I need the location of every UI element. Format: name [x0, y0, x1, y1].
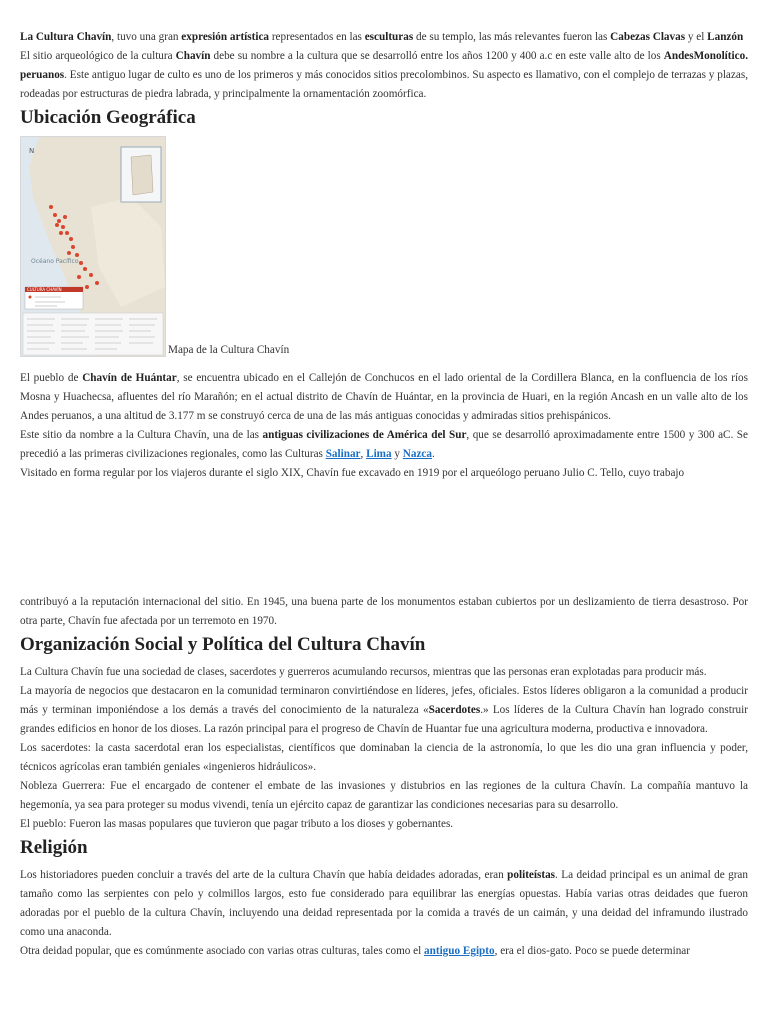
- religion-paragraph-1: Los historiadores pueden concluir a través del arte de la cultura Chavín que había deidades adoradas, eran politeístas. La deidad principal es un animal de gran tamaño como las serpientes con pelo y colmillos largos, esto fue considerado para equilibrar las energías opuestas. Había varias otras deidades que fueron adoradas por el pueblo de la cultura Chavín, incluyendo una deidad representada por la comida a través de un caimán, y una deidad del inframundo ilustrado como una anaconda.: [20, 869, 748, 938]
- organizacion-paragraph-2: La mayoría de negocios que destacaron en la comunidad terminaron convirtiéndose en líderes, jefes, oficiales. Estos líderes obligaron a la comunidad a producir más y terminan imponiéndose a los demás a través del conocimiento de la naturaleza «Sacerdotes.» Los líderes de la Cultura Chavín han logrado construir grandes edificios en honor de los dioses. La razón principal para el progreso de Chavín de Huantar fue una agricultura moderna, productiva e innovadora.: [20, 685, 748, 735]
- heading-organizacion: Organización Social y Política del Cultura Chavín: [20, 634, 426, 655]
- organizacion-paragraph-5: El pueblo: Fueron las masas populares que tuvieron que pagar tributo a los dioses y gobernantes.: [20, 818, 454, 830]
- religion-paragraph-2: Otra deidad popular, que es comúnmente asociado con varias otras culturas, tales como el antiguo Egipto, era el dios-gato. Poco se puede determinar: [20, 945, 690, 957]
- intro-paragraph-2: El sitio arqueológico de la cultura Chavín debe su nombre a la cultura que se desarrolló entre los años 1200 y 400 a.c en este valle alto de los Andes peruanos. Este antiguo lugar de culto es uno de los primeros y más conocidos sitios precolombinos. Su aspecto es llamativo, con el complejo de terrazas y plazas, rodeadas por estructuras de piedra labrada, y principalmente la ornamentación zoomórfica.: [20, 50, 748, 100]
- map-ocean-label: Océano Pacífico: [31, 258, 79, 265]
- organizacion-paragraph-1: La Cultura Chavín fue una sociedad de clases, sacerdotes y guerreros acumulando recursos, mientras que las personas eran explotadas para producir más.: [20, 666, 707, 678]
- link-salinar[interactable]: Salinar: [325, 448, 361, 460]
- link-antiguo-egipto[interactable]: antiguo Egipto: [424, 945, 495, 957]
- organizacion-paragraph-3: Los sacerdotes: la casta sacerdotal eran los especialistas, científicos que dominaban la ciencia de la astronomía, lo que les dio una gran influencia y poder, técnicos agrícolas eran también geniales «ingenieros hidráulicos».: [20, 742, 748, 773]
- svg-text:N: N: [29, 147, 35, 155]
- heading-religion: Religión: [20, 837, 88, 858]
- ubicacion-paragraph-4: contribuyó a la reputación internacional del sitio. En 1945, una buena parte de los monumentos estaban cubiertos por un deslizamiento de tierra desastroso. Por otra parte, Chavín fue afectada por un terremoto en 1970.: [20, 596, 748, 627]
- organizacion-paragraph-4: Nobleza Guerrera: Fue el encargado de contener el embate de las invasiones y distubrios en las regiones de la cultura Chavín. La compañía mantuvo la hegemonía, ya sea para proteger su modus vivendi, tenía un ejército capaz de garantizar las condiciones necesarias para su desarrollo.: [20, 780, 748, 811]
- ubicacion-paragraph-3: Visitado en forma regular por los viajeros durante el siglo XIX, Chavín fue excavado en 1919 por el arqueólogo peruano Julio C. Tello, cuyo trabajo: [20, 467, 685, 479]
- link-nazca[interactable]: Nazca: [402, 448, 432, 460]
- ubicacion-paragraph-2: Este sitio da nombre a la Cultura Chavín, una de las antiguas civilizaciones de América del Sur, que se desarrolló aproximadamente entre 1500 y 300 aC. Se precedió a las primeras civilizaciones regionales, como las Culturas Salinar, Lima y Nazca.: [20, 429, 748, 460]
- map-caption: Mapa de la Cultura Chavín: [168, 344, 290, 356]
- article: [20, 28, 748, 961]
- intro-paragraph-1: La Cultura Chavín, tuvo una gran expresión artística representados en las esculturas de su templo, las más relevantes fueron las Cabezas Clavas y el Lanzón Monolítico.: [20, 31, 748, 62]
- ubicacion-paragraph-1: El pueblo de Chavín de Huántar, se encuentra ubicado en el Callejón de Conchucos en el lado oriental de la Cordillera Blanca, en la confluencia de los ríos Mosna y Huachecsa, afluentes del río Marañón; en el actual distrito de Chavín de Huántar, en la provincia de Huari, en la región Ancash en un valle alto de los Andes peruanos, a una altitud de 3.177 m se construyó cerca de una de las más antiguas conocidas y admiradas sitios prehispánicos.: [20, 372, 749, 422]
- heading-ubicacion: Ubicación Geográfica: [20, 107, 196, 128]
- link-lima[interactable]: Lima: [366, 448, 392, 460]
- map-legend-title: CULTURA CHAVÍN: [27, 287, 62, 292]
- map-figure: [20, 136, 748, 357]
- map-illustration: [21, 137, 165, 356]
- map-image: [20, 136, 166, 357]
- blank-gap: [20, 483, 748, 593]
